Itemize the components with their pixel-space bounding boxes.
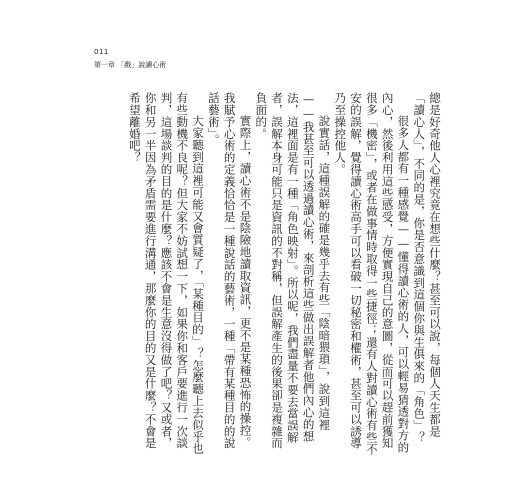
paragraph-2: 很多人都有一種感覺——懂得讀心術的人，可以輕易猜透對方的內心，然後利用這些感受，方便實現自己的意圖，從而可以趕前獲知很多「機密」，或者在做事情時取得一些捷徑；還有人對讀心術有些不安的誤解，覺得讀心術高手可以看破一切秘密和權術，甚至可以誘導乃至操控他人。 [333,92,411,456]
paragraph-3: 說實話，這種誤解的確是幾乎去有些「陰暗猥瑣」，說到這裡——我甚至可以透過讀心術，來剖析這些做出誤解者他們內心的想法，這裡面是有一種「角色映射」。所以呢，我們盡量不要去當誤解者，誤解本身可能只是資訊的不對稱，但誤解產生的後果卻是複雜而負面的。 [254,92,332,449]
paragraph-4: 實際上，讀心術不是陰險地讀取資訊，更不是某種恐怖的操控。我賦予心術的定義恰恰是一種說話的藝術，一種「帶有某種目的的說話藝術」。 [206,92,253,449]
paragraph-1: 總是好奇他人心裡究竟在想些什麼？甚至可以說，每個人天生都是「讀心人」，不同的是，你是否意識到這個你與生俱來的「角色」？ [412,92,442,444]
page-number: 011 [94,48,109,56]
chapter-header: 第一章 「戲」說讀心術 [94,61,167,69]
paragraph-5: 大家聽到這裡可能又會質疑了，「某種目的」？怎麼聽上去似乎也有些動機不良呢？但大家不妨試想一下，如果你和客戶要進行一次談判，這場談判的目的是什麼？應該不會是生意沒得做了吧？又或者，你和另一半因為矛盾需要進行溝通，那麼你的目的又是什麼？不會是希望離婚吧？ [127,92,206,455]
body-text [126,92,442,456]
